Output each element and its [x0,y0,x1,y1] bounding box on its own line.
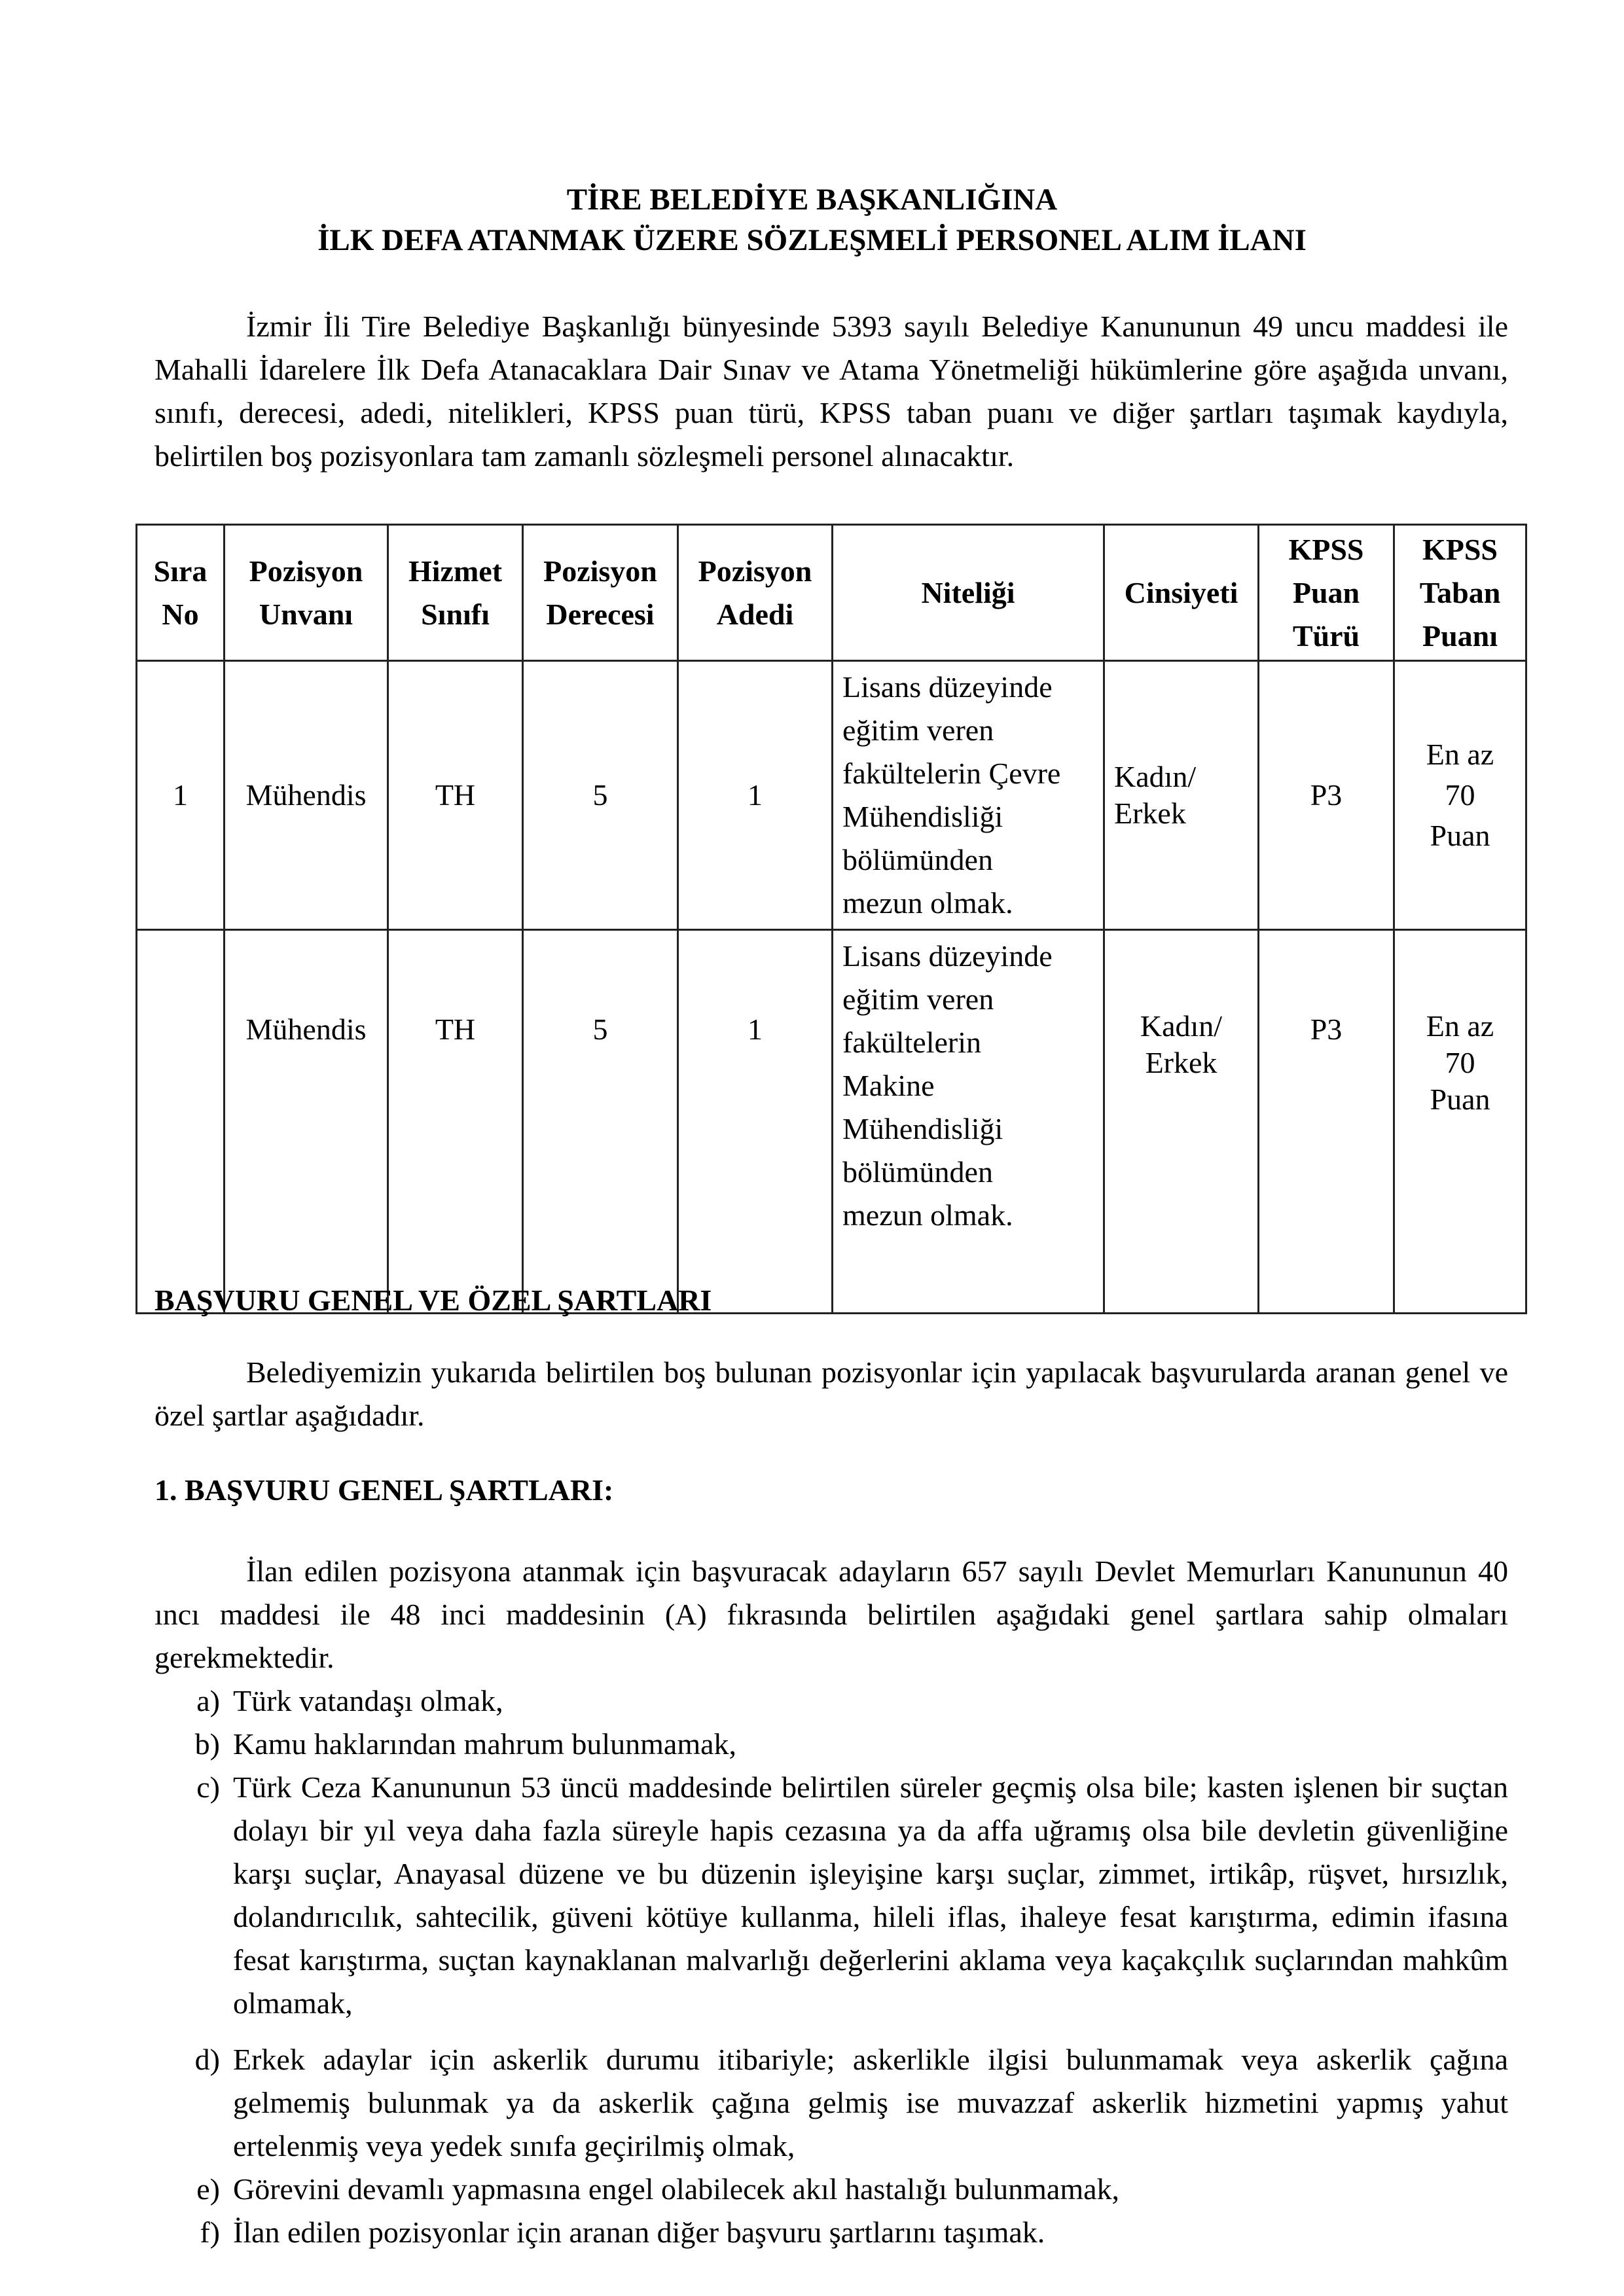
cell-sira: 1 [137,661,225,930]
intro-text: İzmir İli Tire Belediye Başkanlığı bünyesinde 5393 sayılı Belediye Kanununun 49 uncu maddesi ile Mahalli İdarelere İlk Defa Atanacaklara Dair Sınav ve Atama Yönetmeliği hükümlerine göre aşağıda unvanı, sınıfı, derecesi, adedi, nitelikleri, KPSS puan türü, KPSS taban puanı ve diğer şartları taşımak kaydıyla, belirtilen boş pozisyonlara tam zamanlı sözleşmeli personel alınacaktır. [154,310,1508,473]
header-pozisyon-derecesi: Pozisyon Derecesi [523,525,678,661]
header-kpss-taban-puani: KPSS Taban Puanı [1394,525,1526,661]
general-intro-text: İlan edilen pozisyona atanmak için başvuracak adayların 657 sayılı Devlet Memurları Kanununun 40 ıncı maddesi ile 48 inci maddesinin (A) fıkrasında belirtilen aşağıdaki genel şartlara sahip olmaları gerekmektedir. [154,1554,1508,1674]
list-item: a) Türk vatandaşı olmak, [196,1684,503,1717]
cell-unvan: Mühendis [225,661,388,930]
cell-derece: 5 [523,661,678,930]
cell-adet: 1 [678,930,833,1314]
list-item: f) İlan edilen pozisyonlar için aranan diğer başvuru şartlarını taşımak. [200,2215,1045,2249]
table-row [137,930,1526,1314]
header-kpss-puan-turu: KPSS Puan Türü [1259,525,1394,661]
header-sira-no: Sıra No [137,525,225,661]
header-pozisyon-unvani: Pozisyon Unvanı [225,525,388,661]
section-intro-text: Belediyemizin yukarıda belirtilen boş bulunan pozisyonlar için yapılacak başvurularda aranan genel ve özel şartlar aşağıdadır. [154,1355,1508,1432]
header-cinsiyeti: Cinsiyeti [1104,525,1259,661]
cell-unvan: Mühendis [225,930,388,1314]
header-niteligi: Niteliği [833,525,1104,661]
cell-sinif: TH [388,661,523,930]
positions-table [135,524,1527,1314]
cell-adet: 1 [678,661,833,930]
section-intro-paragraph [154,1351,1508,1437]
cell-sinif: TH [388,930,523,1314]
cell-cinsiyet: Kadın/ Erkek [1104,930,1259,1314]
cell-nitelik: Lisans düzeyinde eğitim veren fakültelerin Makine Mühendisliği bölümünden mezun olmak. [833,930,1104,1314]
list-item: c) Türk Ceza Kanununun 53 üncü maddesinde belirtilen süreler geçmiş olsa bile; kasten işlenen bir suçtan dolayı bir yıl veya daha fazla süreyle hapis cezasına ya da affa uğramış olsa bile devletin güvenliğine karşı suçlar, Anayasal düzene ve bu düzenin işleyişine karşı suçlar, zimmet, irtikâp, rüşvet, hırsızlık, dolandırıcılık, sahtecilik, güveni kötüye kullanma, hileli iflas, ihaleye fesat karıştırma, edimin ifasına fesat karıştırma, suçtan kaynaklanan malvarlığı değerlerini aklama veya kaçakçılık suçlarından mahkûm olmamak, [196,1770,1508,2020]
list-item: e) Görevini devamlı yapmasına engel olabilecek akıl hastalığı bulunmamak, [196,2172,1120,2206]
section-heading: BAŞVURU GENEL VE ÖZEL ŞARTLARI [154,1283,712,1317]
general-conditions-list [154,1679,1508,2254]
cell-sira [137,930,225,1314]
document-title-line2: İLK DEFA ATANMAK ÜZERE SÖZLEŞMELİ PERSONEL ALIM İLANI [317,223,1307,257]
general-intro-paragraph [154,1550,1508,1679]
cell-taban-puan: En az 70 Puan [1394,930,1526,1314]
cell-puan-turu: P3 [1259,930,1394,1314]
cell-taban-puan: En az 70 Puan [1394,661,1526,930]
header-hizmet-sinifi: Hizmet Sınıfı [388,525,523,661]
header-pozisyon-adedi: Pozisyon Adedi [678,525,833,661]
cell-derece: 5 [523,930,678,1314]
cell-cinsiyet: Kadın/ Erkek [1104,661,1259,930]
list-item: b) Kamu haklarından mahrum bulunmamak, [194,1727,737,1761]
cell-puan-turu: P3 [1259,661,1394,930]
list-item: d) Erkek adaylar için askerlik durumu itibariyle; askerlikle ilgisi bulunmamak veya askerlik çağına gelmemiş bulunmak ya da askerlik çağına gelmiş ise muvazzaf askerlik hizmetini yapmış yahut ertelenmiş veya yedek sınıfa geçirilmiş olmak, [194,2043,1508,2162]
document-title-line1: TİRE BELEDİYE BAŞKANLIĞINA [566,183,1058,217]
intro-paragraph [154,305,1508,478]
table-row [137,661,1526,930]
table-header-row [137,525,1526,661]
general-conditions-heading: 1. BAŞVURU GENEL ŞARTLARI: [154,1473,614,1507]
cell-nitelik: Lisans düzeyinde eğitim veren fakültelerin Çevre Mühendisliği bölümünden mezun olmak. [833,661,1104,930]
